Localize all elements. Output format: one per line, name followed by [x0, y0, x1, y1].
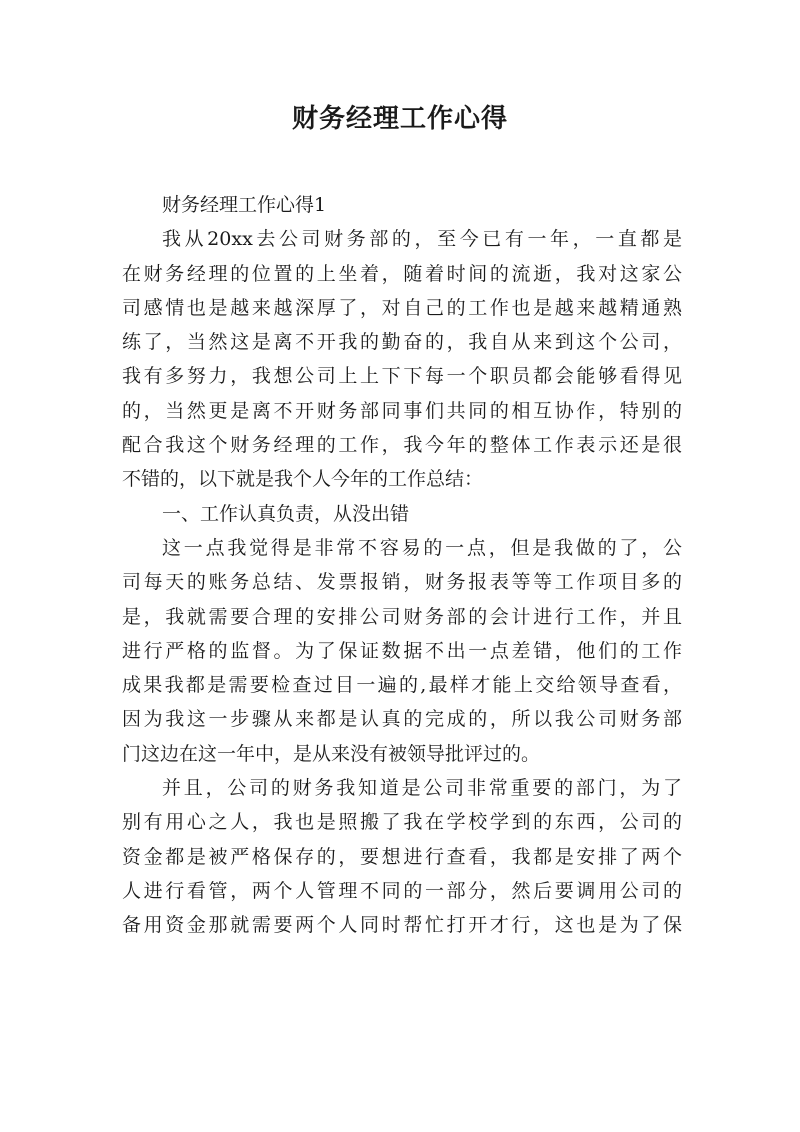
paragraph-line: 并且，公司的财务我知道是公司非常重要的部门，为了: [162, 777, 682, 800]
paragraph-line: 人进行看管，两个人管理不同的一部分，然后要调用公司的: [122, 879, 682, 902]
paragraph-line: 门这边在这一年中，是从来没有被领导批评过的。: [122, 742, 541, 765]
paragraph-line: 这一点我觉得是非常不容易的一点，但是我做的了，公: [162, 536, 682, 559]
paragraph-line: 成果我都是需要检查过目一遍的,最样才能上交给领导查看，: [122, 674, 682, 697]
paragraph-line: 备用资金那就需要两个人同时帮忙打开才行，这也是为了保: [122, 914, 682, 937]
paragraph-line: 别有用心之人，我也是照搬了我在学校学到的东西，公司的: [122, 811, 682, 834]
paragraph-line: 我有多努力，我想公司上上下下每一个职员都会能够看得见: [122, 365, 682, 388]
paragraph-line: 的，当然更是离不开财务部同事们共同的相互协作，特别的: [122, 399, 682, 422]
document-body: [122, 188, 682, 943]
paragraph-line: 不错的，以下就是我个人今年的工作总结：: [122, 468, 484, 491]
paragraph-line: 在财务经理的位置的上坐着，随着时间的流逝，我对这家公: [122, 262, 682, 285]
paragraph-line: 司感情也是越来越深厚了，对自己的工作也是越来越精通熟: [122, 296, 682, 319]
paragraph-line: 因为我这一步骤从来都是认真的完成的，所以我公司财务部: [122, 708, 682, 731]
paragraph-line: 资金都是被严格保存的，要想进行查看，我都是安排了两个: [122, 845, 682, 868]
paragraph-line: 我从20xx去公司财务部的，至今已有一年，一直都是: [162, 228, 682, 251]
section-heading: 一、工作认真负责，从没出错: [162, 502, 410, 525]
paragraph-line: 配合我这个财务经理的工作，我今年的整体工作表示还是很: [122, 434, 682, 457]
paragraph-line: 是，我就需要合理的安排公司财务部的会计进行工作，并且: [122, 605, 682, 628]
section-heading: 财务经理工作心得1: [162, 194, 327, 216]
document-title: 财务经理工作心得: [291, 104, 508, 134]
paragraph-line: 练了，当然这是离不开我的勤奋的，我自从来到这个公司，: [122, 331, 682, 354]
paragraph-line: 进行严格的监督。为了保证数据不出一点差错，他们的工作: [122, 639, 682, 662]
paragraph-line: 司每天的账务总结、发票报销，财务报表等等工作项目多的: [122, 571, 682, 594]
